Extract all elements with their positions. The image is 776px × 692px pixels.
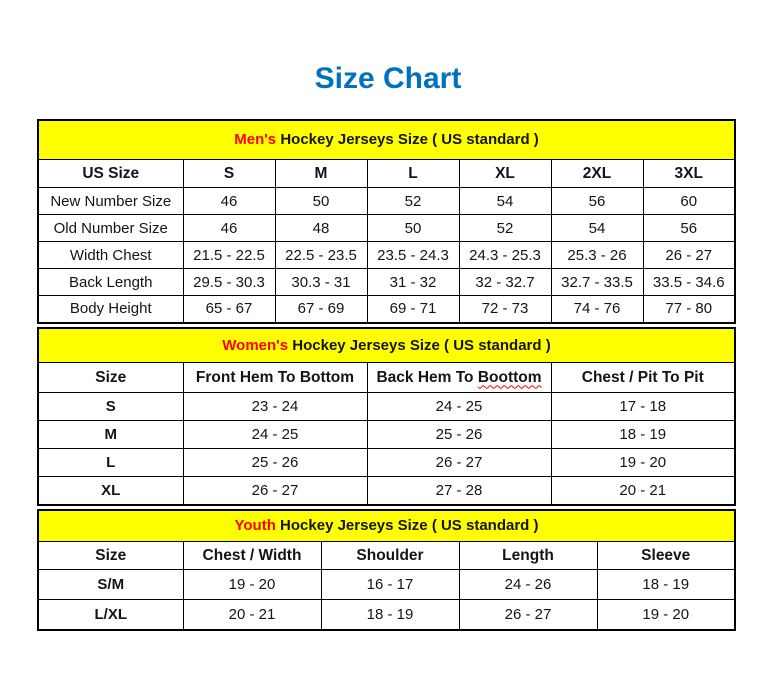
size-value-cell: 18 - 19 (597, 570, 735, 600)
womens-table-caption (38, 328, 735, 363)
size-value-cell: 48 (275, 215, 367, 242)
size-value-cell: 26 - 27 (643, 242, 735, 269)
womens-caption-row (38, 328, 735, 363)
womens-header-row (38, 363, 735, 393)
table-row (38, 242, 735, 269)
mens-caption-highlight: Men's (234, 131, 277, 149)
table-row (38, 449, 735, 477)
size-value-cell: 26 - 27 (183, 477, 367, 505)
row-label-cell: XL (38, 477, 183, 505)
row-label-cell: L (38, 449, 183, 477)
row-label-cell: Back Length (38, 269, 183, 296)
youth-column-header: Shoulder (321, 542, 459, 570)
size-value-cell: 20 - 21 (183, 600, 321, 630)
row-label-cell: S (38, 393, 183, 421)
mens-column-header: XL (459, 160, 551, 188)
size-value-cell: 25 - 26 (367, 421, 551, 449)
youth-header-row (38, 542, 735, 570)
size-value-cell: 19 - 20 (551, 449, 735, 477)
size-value-cell: 18 - 19 (551, 421, 735, 449)
size-value-cell: 16 - 17 (321, 570, 459, 600)
mens-caption-row (38, 120, 735, 160)
table-row (38, 570, 735, 600)
page-title: Size Chart (314, 62, 462, 95)
size-value-cell: 22.5 - 23.5 (275, 242, 367, 269)
womens-size-table (37, 327, 736, 506)
size-value-cell: 60 (643, 188, 735, 215)
mens-column-header: US Size (38, 160, 183, 188)
table-row (38, 600, 735, 630)
size-tables-container (37, 119, 734, 631)
mens-column-header: S (183, 160, 275, 188)
size-value-cell: 27 - 28 (367, 477, 551, 505)
youth-column-header: Sleeve (597, 542, 735, 570)
mens-table-caption (38, 120, 735, 160)
youth-column-header: Length (459, 542, 597, 570)
womens-caption-text: Hockey Jerseys Size ( US standard ) (288, 336, 551, 354)
size-value-cell: 31 - 32 (367, 269, 459, 296)
size-value-cell: 19 - 20 (597, 600, 735, 630)
row-label-cell: Old Number Size (38, 215, 183, 242)
size-value-cell: 24 - 25 (183, 421, 367, 449)
youth-column-header: Chest / Width (183, 542, 321, 570)
misspelled-word: Boottom (477, 368, 542, 386)
mens-header-row (38, 160, 735, 188)
mens-size-table (37, 119, 736, 324)
youth-caption-row (38, 510, 735, 542)
size-value-cell: 77 - 80 (643, 296, 735, 323)
table-row (38, 477, 735, 505)
size-value-cell: 46 (183, 188, 275, 215)
table-row (38, 188, 735, 215)
size-value-cell: 25.3 - 26 (551, 242, 643, 269)
row-label-cell: S/M (38, 570, 183, 600)
header-text: Back Hem To (376, 368, 478, 386)
size-value-cell: 30.3 - 31 (275, 269, 367, 296)
size-value-cell: 74 - 76 (551, 296, 643, 323)
size-value-cell: 52 (459, 215, 551, 242)
size-value-cell: 46 (183, 215, 275, 242)
size-value-cell: 19 - 20 (183, 570, 321, 600)
size-value-cell: 25 - 26 (183, 449, 367, 477)
mens-column-header: M (275, 160, 367, 188)
table-row (38, 421, 735, 449)
womens-column-header: Chest / Pit To Pit (551, 363, 735, 393)
row-label-cell: M (38, 421, 183, 449)
youth-caption-highlight: Youth (234, 517, 276, 535)
size-value-cell: 33.5 - 34.6 (643, 269, 735, 296)
size-value-cell: 50 (367, 215, 459, 242)
size-value-cell: 56 (643, 215, 735, 242)
size-value-cell: 52 (367, 188, 459, 215)
row-label-cell: L/XL (38, 600, 183, 630)
size-value-cell: 50 (275, 188, 367, 215)
size-value-cell: 24.3 - 25.3 (459, 242, 551, 269)
womens-column-header: Front Hem To Bottom (183, 363, 367, 393)
size-value-cell: 26 - 27 (367, 449, 551, 477)
table-row (38, 215, 735, 242)
size-value-cell: 54 (459, 188, 551, 215)
size-value-cell: 67 - 69 (275, 296, 367, 323)
table-row (38, 296, 735, 323)
womens-caption-highlight: Women's (222, 336, 289, 354)
size-value-cell: 32.7 - 33.5 (551, 269, 643, 296)
womens-column-header (367, 363, 551, 393)
youth-table-caption (38, 510, 735, 542)
womens-column-header: Size (38, 363, 183, 393)
size-value-cell: 21.5 - 22.5 (183, 242, 275, 269)
row-label-cell: New Number Size (38, 188, 183, 215)
size-value-cell: 54 (551, 215, 643, 242)
youth-column-header: Size (38, 542, 183, 570)
size-value-cell: 24 - 26 (459, 570, 597, 600)
size-value-cell: 69 - 71 (367, 296, 459, 323)
size-value-cell: 29.5 - 30.3 (183, 269, 275, 296)
size-value-cell: 23.5 - 24.3 (367, 242, 459, 269)
mens-column-header: 2XL (551, 160, 643, 188)
size-value-cell: 24 - 25 (367, 393, 551, 421)
size-value-cell: 72 - 73 (459, 296, 551, 323)
size-value-cell: 65 - 67 (183, 296, 275, 323)
mens-caption-text: Hockey Jerseys Size ( US standard ) (276, 131, 539, 149)
size-value-cell: 20 - 21 (551, 477, 735, 505)
size-value-cell: 18 - 19 (321, 600, 459, 630)
size-value-cell: 32 - 32.7 (459, 269, 551, 296)
size-value-cell: 26 - 27 (459, 600, 597, 630)
youth-caption-text: Hockey Jerseys Size ( US standard ) (275, 517, 539, 535)
table-row (38, 269, 735, 296)
size-value-cell: 56 (551, 188, 643, 215)
table-row (38, 393, 735, 421)
mens-column-header: L (367, 160, 459, 188)
row-label-cell: Width Chest (38, 242, 183, 269)
mens-column-header: 3XL (643, 160, 735, 188)
row-label-cell: Body Height (38, 296, 183, 323)
size-value-cell: 23 - 24 (183, 393, 367, 421)
size-value-cell: 17 - 18 (551, 393, 735, 421)
youth-size-table (37, 509, 736, 631)
